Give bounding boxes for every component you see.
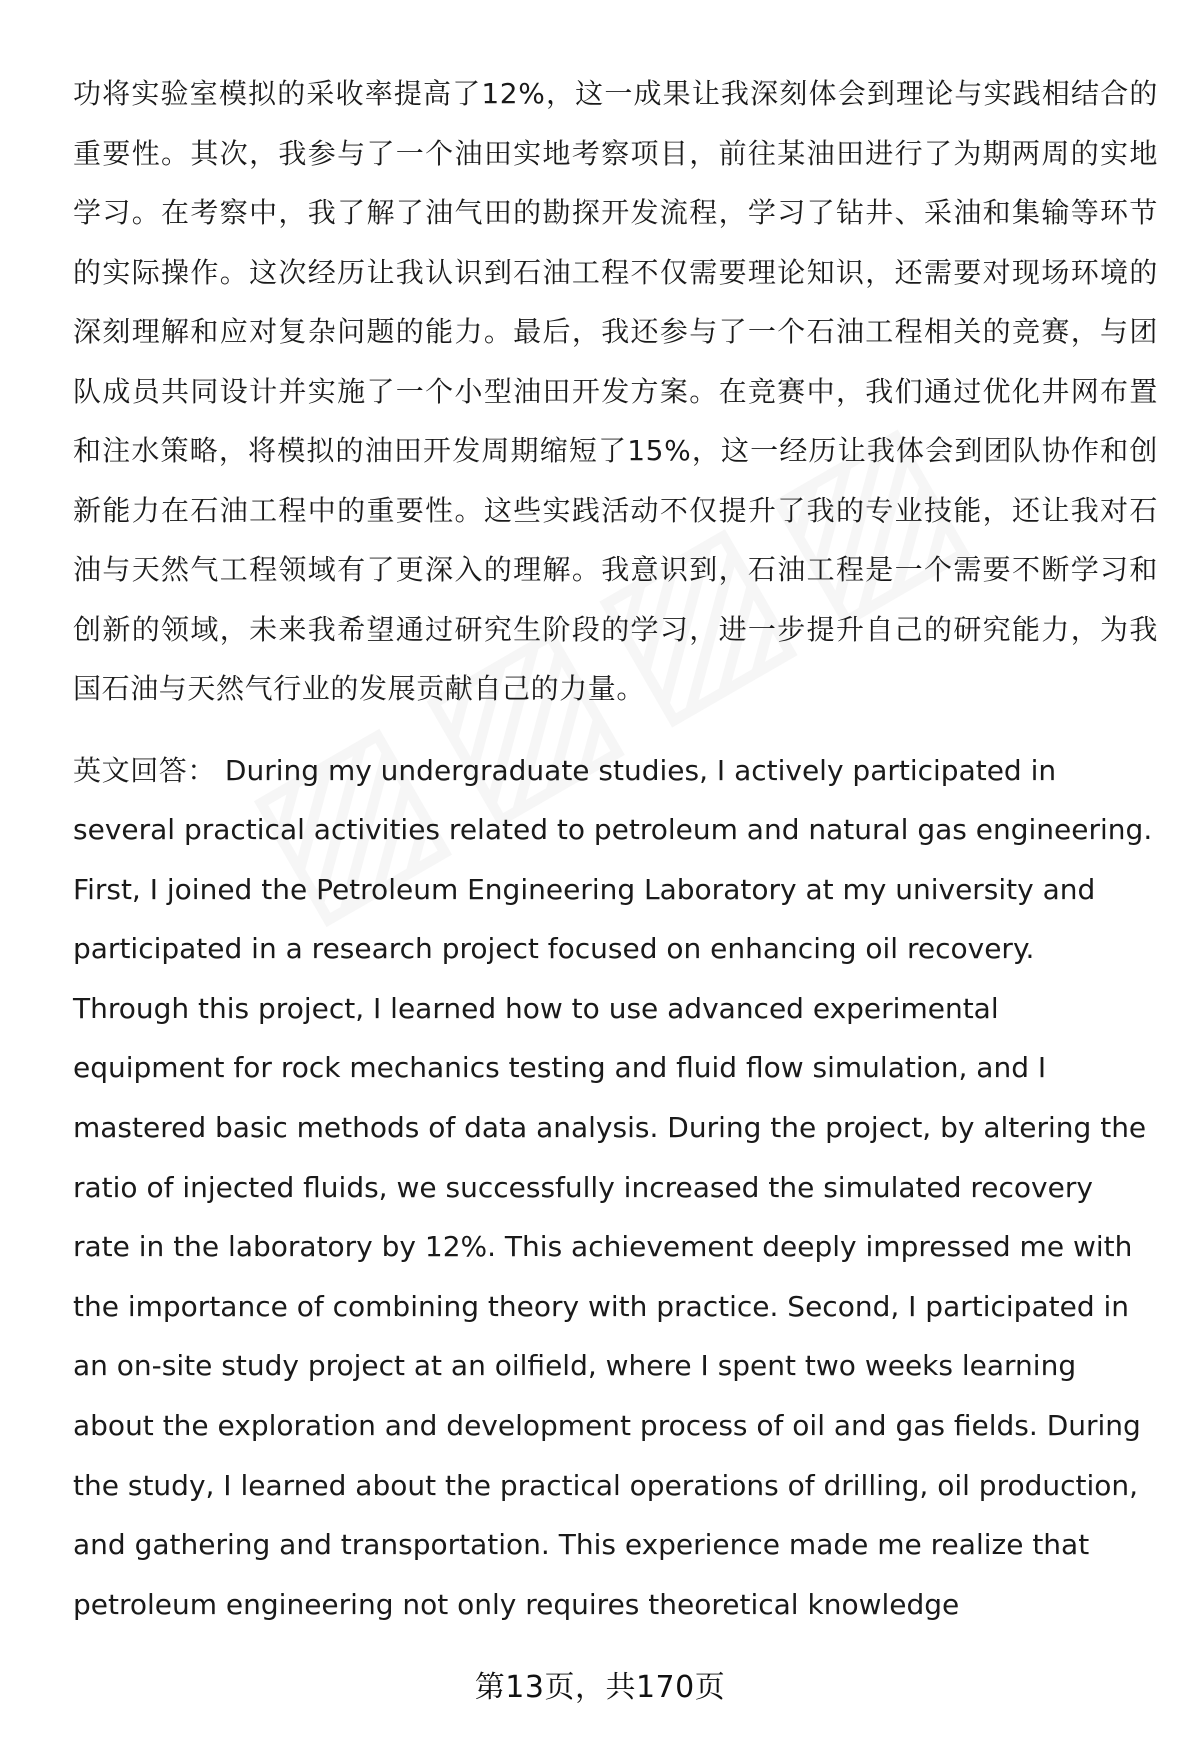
english-answer-text: During my undergraduate studies, I actively participated in several practical activities related to petroleum and natural gas engineering. First, I joined the Petroleum Engineering Laboratory at my university and participated in a research project focused on enhancing oil recovery. Through this project, I learned how to use advanced experimental equipment for rock mechanics testing and fluid flow simulation, and I mastered basic methods of data analysis. During the project, by altering the ratio of injected fluids, we successfully increased the simulated recovery rate in the laboratory by 12%. This achievement deeply impressed me with the importance of combining theory with practice. Second, I participated in an on-site study project at an oilfield, where I spent two weeks learning about the exploration and development process of oil and gas fields. During the study, I learned about the practical operations of drilling, oil production, and gathering and transportation. This experience made me realize that petroleum engineering not only requires theoretical knowledge — [73, 753, 1153, 1621]
english-answer-paragraph — [73, 741, 1158, 1635]
chinese-answer-paragraph: 功将实验室模拟的采收率提高了12%，这一成果让我深刻体会到理论与实践相结合的重要性。其次，我参与了一个油田实地考察项目，前往某油田进行了为期两周的实地学习。在考察中，我了解了油气田的勘探开发流程，学习了钻井、采油和集输等环节的实际操作。这次经历让我认识到石油工程不仅需要理论知识，还需要对现场环境的深刻理解和应对复杂问题的能力。最后，我还参与了一个石油工程相关的竞赛，与团队成员共同设计并实施了一个小型油田开发方案。在竞赛中，我们通过优化井网布置和注水策略，将模拟的油田开发周期缩短了15%，这一经历让我体会到团队协作和创新能力在石油工程中的重要性。这些实践活动不仅提升了我的专业技能，还让我对石油与天然气工程领域有了更深入的理解。我意识到，石油工程是一个需要不断学习和创新的领域，未来我希望通过研究生阶段的学习，进一步提升自己的研究能力，为我国石油与天然气行业的发展贡献自己的力量。 — [73, 77, 1158, 705]
english-answer-label: 英文回答： — [73, 753, 217, 787]
document-body — [73, 64, 1158, 1634]
page-number-footer: 第13页，共170页 — [474, 1670, 726, 1705]
